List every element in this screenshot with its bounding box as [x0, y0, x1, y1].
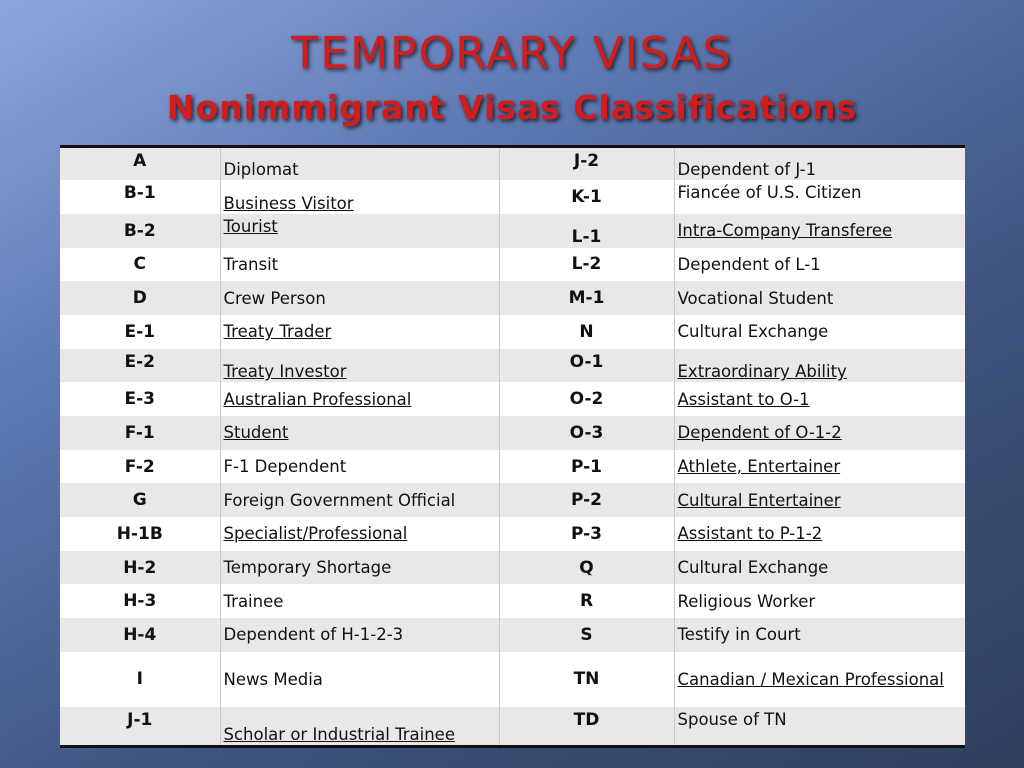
visa-description-link[interactable]: Tourist: [220, 214, 499, 248]
visa-description: Diplomat: [220, 147, 499, 181]
visa-code: O-3: [499, 416, 674, 450]
table-row: [60, 618, 965, 652]
visa-code: F-1: [60, 416, 220, 450]
visa-code: P-3: [499, 517, 674, 551]
visa-code: R: [499, 584, 674, 618]
visa-code: H-3: [60, 584, 220, 618]
table-row: [60, 315, 965, 349]
visa-description: Temporary Shortage: [220, 551, 499, 585]
table-row: [60, 551, 965, 585]
visa-code: F-2: [60, 450, 220, 484]
visa-code: J-1: [60, 707, 220, 747]
table-row: [60, 707, 965, 747]
visa-classification-table: [60, 145, 965, 748]
visa-code: P-1: [499, 450, 674, 484]
visa-description-link[interactable]: Australian Professional: [220, 382, 499, 416]
visa-description: Vocational Student: [677, 288, 834, 308]
table-row: [60, 416, 965, 450]
visa-description-link[interactable]: Extraordinary Ability: [677, 362, 847, 382]
visa-code: O-2: [499, 382, 674, 416]
table-row: [60, 214, 965, 248]
visa-description-link[interactable]: Cultural Entertainer: [677, 490, 841, 510]
visa-code: H-1B: [60, 517, 220, 551]
visa-code: C: [60, 248, 220, 282]
visa-description-link[interactable]: Dependent of O-1-2: [677, 423, 842, 443]
visa-code: TN: [499, 652, 674, 707]
visa-description: Dependent of L-1: [677, 254, 821, 274]
visa-description-link[interactable]: Athlete, Entertainer: [677, 457, 841, 477]
visa-code: D: [60, 281, 220, 315]
visa-description: Crew Person: [220, 281, 499, 315]
table-row: [60, 517, 965, 551]
table-row: [60, 483, 965, 517]
visa-code: L-2: [499, 248, 674, 282]
visa-code: H-2: [60, 551, 220, 585]
visa-code: I: [60, 652, 220, 707]
visa-code: H-4: [60, 618, 220, 652]
table-row: [60, 180, 965, 214]
visa-code: N: [499, 315, 674, 349]
visa-description: News Media: [220, 652, 499, 707]
visa-description-link[interactable]: Student: [220, 416, 499, 450]
visa-description: Cultural Exchange: [677, 322, 829, 342]
visa-description: F-1 Dependent: [220, 450, 499, 484]
table-row: [60, 349, 965, 383]
visa-description: Trainee: [220, 584, 499, 618]
visa-code: E-2: [60, 349, 220, 383]
visa-description-link[interactable]: Treaty Investor: [220, 349, 499, 383]
table-row: [60, 382, 965, 416]
visa-code: J-2: [499, 147, 674, 181]
visa-description-link[interactable]: Scholar or Industrial Trainee: [220, 707, 499, 747]
visa-description-link[interactable]: Treaty Trader: [220, 315, 499, 349]
visa-description: Religious Worker: [677, 591, 816, 611]
table-row: [60, 450, 965, 484]
visa-description-link[interactable]: Assistant to O-1: [677, 389, 810, 409]
table-row: [60, 584, 965, 618]
visa-code: K-1: [499, 180, 674, 214]
visa-description-link[interactable]: Canadian / Mexican Professional: [677, 669, 944, 689]
visa-code: L-1: [499, 214, 674, 248]
visa-code: M-1: [499, 281, 674, 315]
slide-title: TEMPORARY VISAS: [291, 28, 733, 79]
slide-subtitle: Nonimmigrant Visas Classifications: [166, 88, 858, 127]
visa-code: E-1: [60, 315, 220, 349]
visa-description: Dependent of H-1-2-3: [220, 618, 499, 652]
visa-description: Spouse of TN: [677, 709, 787, 729]
visa-description-link[interactable]: Intra-Company Transferee: [677, 221, 893, 241]
visa-code: E-3: [60, 382, 220, 416]
visa-description: Transit: [220, 248, 499, 282]
visa-code: G: [60, 483, 220, 517]
visa-code: A: [60, 147, 220, 181]
visa-description: Fiancée of U.S. Citizen: [677, 183, 862, 203]
visa-description: Testify in Court: [677, 625, 801, 645]
visa-code: B-2: [60, 214, 220, 248]
visa-code: TD: [499, 707, 674, 747]
visa-description: Cultural Exchange: [677, 558, 829, 578]
visa-description: Foreign Government Official: [220, 483, 499, 517]
visa-code: Q: [499, 551, 674, 585]
visa-description: Dependent of J-1: [677, 160, 817, 180]
visa-description-link[interactable]: Business Visitor: [220, 180, 499, 214]
visa-code: B-1: [60, 180, 220, 214]
table-row: [60, 652, 965, 707]
visa-code: O-1: [499, 349, 674, 383]
visa-code: P-2: [499, 483, 674, 517]
table-row: [60, 248, 965, 282]
visa-description-link[interactable]: Specialist/Professional: [220, 517, 499, 551]
visa-code: S: [499, 618, 674, 652]
table-row: [60, 147, 965, 181]
table-row: [60, 281, 965, 315]
visa-description-link[interactable]: Assistant to P-1-2: [677, 524, 823, 544]
